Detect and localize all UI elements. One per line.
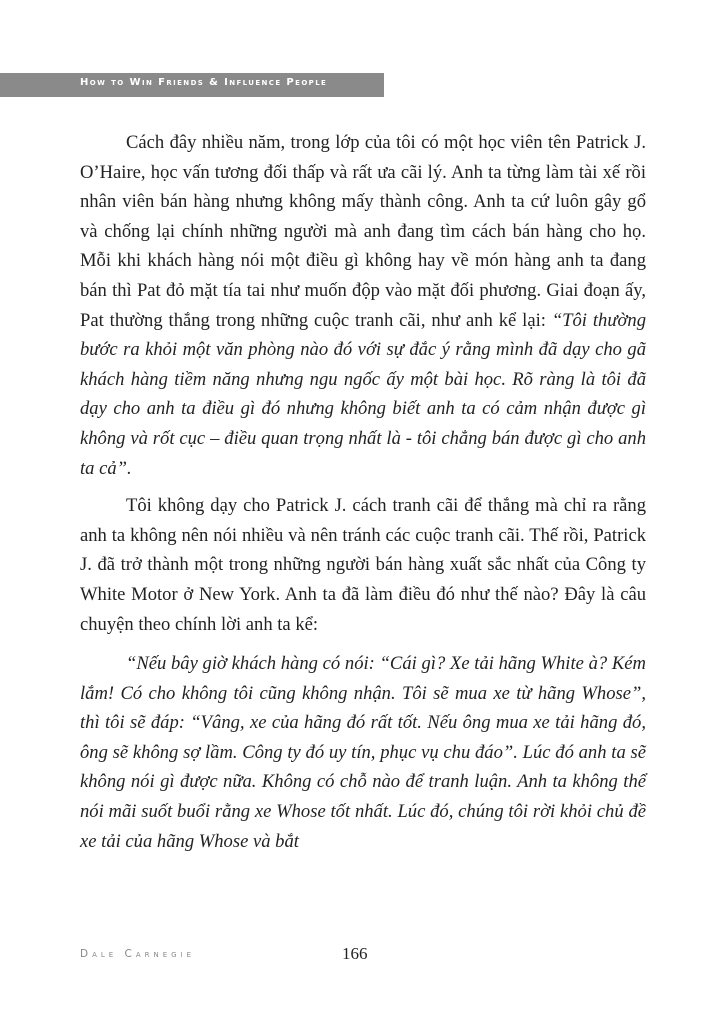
running-header-title: How to Win Friends & Influence People [80, 77, 328, 88]
page-body [80, 128, 646, 856]
paragraph-3 [80, 649, 646, 856]
paragraph-1 [80, 128, 646, 483]
paragraph-1-text: Cách đây nhiều năm, trong lớp của tôi có một học viên tên Patrick J. O’Haire, học vấn tương đối thấp và rất ưa cãi lý. Anh ta từng làm tài xế rồi nhân viên bán hàng nhưng không mấy thành công. Anh ta cứ luôn gây gổ và chống lại chính những người mà anh đang tìm cách bán hàng cho họ. Mỗi khi khách hàng nói một điều gì không hay về món hàng anh ta đang bán thì Pat đỏ mặt tía tai như muốn độp vào mặt đối phương. Giai đoạn ấy, Pat thường thắng trong những cuộc tranh cãi, như anh kể lại: [80, 132, 646, 331]
paragraph-2: Tôi không dạy cho Patrick J. cách tranh cãi để thắng mà chỉ ra rằng anh ta không nên nói nhiều và nên tránh các cuộc tranh cãi. Thế rồi, Patrick J. đã trở thành một trong những người bán hàng xuất sắc nhất của Công ty White Motor ở New York. Anh ta đã làm điều đó như thế nào? Đây là câu chuyện theo chính lời anh ta kể: [80, 495, 646, 635]
paragraph-3-quote: “Nếu bây giờ khách hàng có nói: “Cái gì? Xe tải hãng White à? Kém lắm! Có cho không tôi cũng không nhận. Tôi sẽ mua xe từ hãng Whose”, thì tôi sẽ đáp: “Vâng, xe của hãng đó rất tốt. Nếu ông mua xe tải hãng đó, ông sẽ không sợ lầm. Công ty đó uy tín, phục vụ chu đáo”. Lúc đó anh ta sẽ không nói gì được nữa. Không có chỗ nào để tranh luận. Anh ta không thể nói mãi suốt buổi rằng xe Whose tốt nhất. Lúc đó, chúng tôi rời khỏi chủ đề xe tải của hãng Whose và bắt [80, 653, 646, 852]
paragraph-1-quote: “Tôi thường bước ra khỏi một văn phòng nào đó với sự đắc ý rằng mình đã dạy cho gã khách hàng tiềm năng nhưng ngu ngốc ấy một bài học. Rõ ràng là tôi đã dạy cho anh ta điều gì đó nhưng không biết anh ta có cảm nhận được gì không và rốt cục – điều quan trọng nhất là - tôi chẳng bán được gì cho anh ta cả”. [80, 309, 646, 479]
page-number: 166 [342, 944, 368, 963]
running-header-bar [0, 73, 384, 97]
footer-author: Dale Carnegie [80, 948, 196, 960]
